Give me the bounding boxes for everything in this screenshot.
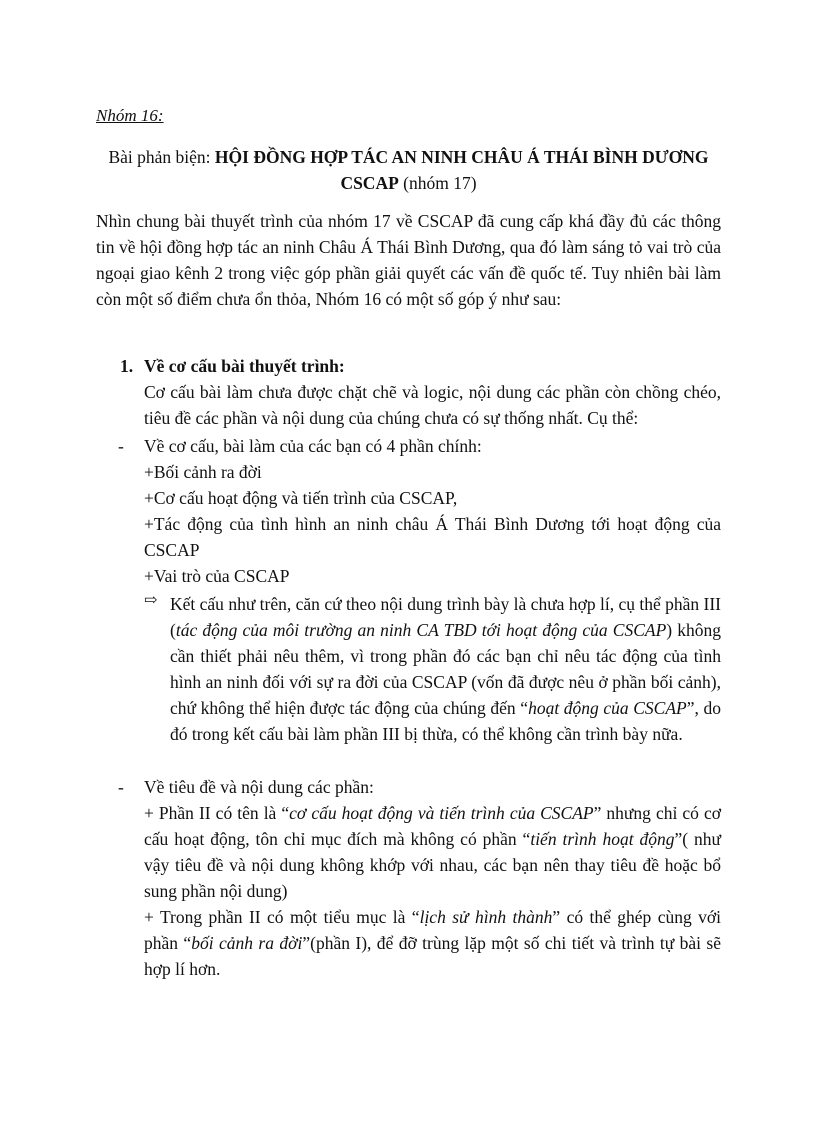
text-run: + Phần II có tên là “ (144, 803, 290, 823)
text-run: ) không cần thiết phải nêu thêm, vì trong phần đó các bạn chỉ nêu tác động của tình hình an ninh đối với sự ra đời của CSCAP (vốn đã được nêu ở phần bối cảnh), chứ không thể hiện được tác động của chúng đến “ (170, 620, 722, 718)
bullet-lead: Về tiêu đề và nội dung các phần: (144, 777, 374, 797)
section-number: 1. (120, 356, 134, 376)
text-run: Kết cấu như trên, căn cứ theo nội dung trình bày là chưa hợp lí, cụ thể phần III ( (170, 594, 721, 640)
italic-run: tác động của môi trường an ninh CA TBD tới hoạt động của CSCAP (175, 620, 667, 640)
group-label: Nhóm 16: (96, 106, 164, 125)
section-1-heading (120, 353, 345, 379)
section-1-intro: Cơ cấu bài làm chưa được chặt chẽ và logic, nội dung các phần còn chồng chéo, tiêu đề các phần và nội dung của chúng chưa có sự thống nhất. Cụ thể: (144, 382, 721, 428)
text-run: ”(phần I), để đỡ trùng lặp một số chi tiết và trình tự bài sẽ hợp lí hơn. (144, 933, 721, 979)
part-item: +Tác động của tình hình an ninh châu Á Thái Bình Dương tới hoạt động của CSCAP (144, 514, 721, 560)
title-bold: HỘI ĐỒNG HỢP TÁC AN NINH CHÂU Á THÁI BÌNH DƯƠNG CSCAP (214, 147, 709, 193)
bullet-structure (144, 433, 721, 589)
section-title: Về cơ cấu bài thuyết trình: (144, 356, 345, 376)
italic-run: bối cảnh ra đời (191, 933, 303, 953)
text-run: ” nhưng chỉ có cơ cấu hoạt động, tôn chỉ mục đích mà không có phần “ (144, 803, 721, 849)
text-run: ” có thể ghép cùng với phần “ (144, 907, 722, 953)
italic-run: tiến trình hoạt động (530, 829, 675, 849)
arrow-right-icon: ⇨ (144, 592, 158, 609)
text-run: ”( như vậy tiêu đề và nội dung không khớp với nhau, các bạn nên thay tiêu đề hoặc bổ sung phần nội dung) (144, 829, 721, 901)
italic-run: lịch sử hình thành (419, 907, 553, 927)
part-item: +Bối cảnh ra đời (144, 462, 262, 482)
bullet-marker: - (118, 436, 124, 456)
title-suffix: (nhóm 17) (398, 173, 477, 193)
bullet-titles (144, 774, 721, 982)
intro-paragraph: Nhìn chung bài thuyết trình của nhóm 17 về CSCAP đã cung cấp khá đầy đủ các thông tin về hội đồng hợp tác an ninh Châu Á Thái Bình Dương, qua đó làm sáng tỏ vai trò của ngoại giao kênh 2 trong việc góp phần giải quyết các vấn đề quốc tế. Tuy nhiên bài làm còn một số điểm chưa ổn thỏa, Nhóm 16 có một số góp ý như sau: (96, 211, 721, 309)
page-title (96, 144, 721, 196)
part-item: +Cơ cấu hoạt động và tiến trình của CSCAP, (144, 488, 458, 508)
text-run: + Trong phần II có một tiểu mục là “ (144, 907, 420, 927)
italic-run: hoạt động của CSCAP (528, 698, 687, 718)
part-item: +Vai trò của CSCAP (144, 566, 290, 586)
text-run: ”, do đó trong kết cấu bài làm phần III bị thừa, có thể không cần trình bày nữa. (170, 698, 721, 744)
title-prefix: Bài phản biện: (108, 147, 215, 167)
bullet-lead: Về cơ cấu, bài làm của các bạn có 4 phần chính: (144, 436, 482, 456)
comment-paragraph (144, 904, 721, 982)
comment-paragraph (144, 800, 721, 904)
bullet-marker: - (118, 777, 124, 797)
conclusion-paragraph (170, 591, 721, 747)
italic-run: cơ cấu hoạt động và tiến trình của CSCAP (289, 803, 594, 823)
